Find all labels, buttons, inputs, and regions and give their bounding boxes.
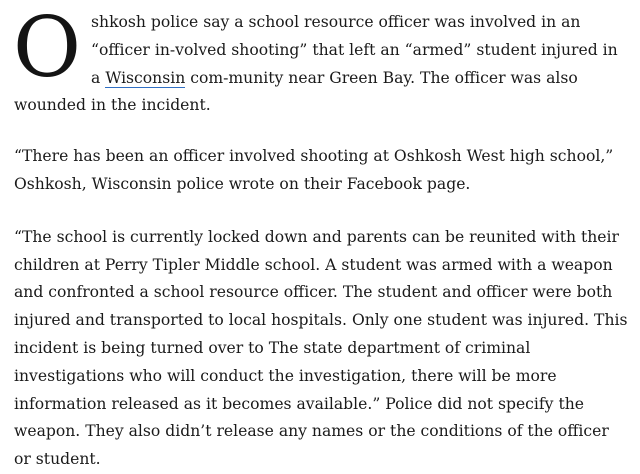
wisconsin-link[interactable]: Wisconsin xyxy=(105,68,186,87)
paragraph-1-text-start: shkosh police say a school resource officer was involved in an “officer in-volved shooting” that left an “armed” student injured in a xyxy=(91,13,618,87)
drop-cap: O xyxy=(13,0,82,96)
paragraph-1-text-end: com-munity near Green Bay. The officer was also wounded in the incident. xyxy=(14,68,578,115)
article-paragraph-2: “There has been an officer involved shooting at Oshkosh West high school,” Oshkosh, Wisconsin police wrote on their Facebook page. xyxy=(14,147,614,193)
article-paragraph-1 xyxy=(13,0,628,120)
article-body xyxy=(13,0,628,474)
article-paragraph-3: “The school is currently locked down and parents can be reunited with their children at Perry Tipler Middle school. A student was armed with a weapon and confronted a school resource officer. The student and officer were both injured and transported to local hospitals. Only one student was injured. This incident is being turned over to The state department of criminal investigations who will conduct the investigation, there will be more information released as it becomes available.” Police did not specify the weapon. They also didn’t release any names or the conditions of the officer or student. xyxy=(14,227,628,469)
